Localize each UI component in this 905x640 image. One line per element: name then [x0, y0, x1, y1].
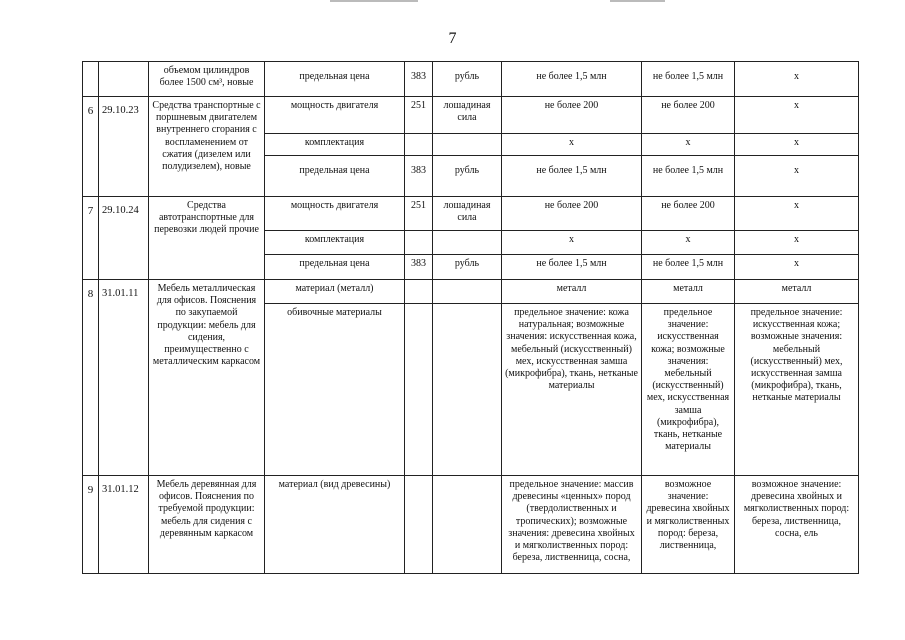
scan-mark-right: [610, 0, 665, 2]
product-name: Мебель деревянная для офисов. Пояснения по требуемой продукции: мебель для сидения с деревянным каркасом: [149, 476, 265, 574]
unit-code: [405, 231, 433, 255]
value-1: предельное значение: массив древесины «ценных» пород (твердолиственных и тропических); возможные значения: древесина хвойных и мягколиственных пород: береза, лиственница, сосна,: [502, 476, 642, 574]
unit-code: [405, 134, 433, 156]
unit-name: рубль: [433, 62, 502, 97]
row-number: [83, 62, 99, 97]
row-number: 7: [83, 197, 99, 280]
okpd-code: 29.10.24: [99, 197, 149, 280]
characteristic: материал (металл): [265, 280, 405, 304]
value-2: не более 1,5 млн: [642, 156, 735, 197]
table-row: [83, 476, 859, 574]
value-3: металл: [735, 280, 859, 304]
value-1: металл: [502, 280, 642, 304]
table-row: [83, 97, 859, 134]
okpd-code: 31.01.12: [99, 476, 149, 574]
table-row: [83, 197, 859, 231]
value-3: возможное значение: древесина хвойных и мягколиственных пород: береза, лиственница, сосна, ель: [735, 476, 859, 574]
unit-code: 383: [405, 156, 433, 197]
table-row: [83, 62, 859, 97]
value-2: металл: [642, 280, 735, 304]
characteristic: предельная цена: [265, 255, 405, 280]
value-2: предельное значение: искусственная кожа; возможные значения: мебельный (искусственный) мех, искусственная замша (микрофибра), ткань, нетканые материалы: [642, 304, 735, 476]
value-3: x: [735, 134, 859, 156]
value-1: не более 1,5 млн: [502, 255, 642, 280]
unit-name: [433, 134, 502, 156]
unit-name: рубль: [433, 156, 502, 197]
value-2: не более 200: [642, 97, 735, 134]
unit-code: 251: [405, 97, 433, 134]
characteristic: обивочные материалы: [265, 304, 405, 476]
okpd-code: 31.01.11: [99, 280, 149, 476]
value-1: не более 1,5 млн: [502, 62, 642, 97]
value-3: x: [735, 97, 859, 134]
characteristic: предельная цена: [265, 62, 405, 97]
unit-name: лошадиная сила: [433, 197, 502, 231]
unit-code: 383: [405, 62, 433, 97]
characteristic: мощность двигателя: [265, 197, 405, 231]
page-number: 7: [448, 30, 457, 47]
value-1: не более 200: [502, 97, 642, 134]
unit-name: лошадиная сила: [433, 97, 502, 134]
row-number: 8: [83, 280, 99, 476]
value-1: не более 200: [502, 197, 642, 231]
value-2: x: [642, 231, 735, 255]
unit-name: [433, 280, 502, 304]
unit-code: [405, 304, 433, 476]
unit-name: [433, 304, 502, 476]
characteristics-table: [82, 61, 859, 574]
value-3: x: [735, 197, 859, 231]
value-2: x: [642, 134, 735, 156]
unit-code: 383: [405, 255, 433, 280]
unit-name: рубль: [433, 255, 502, 280]
product-name: объемом цилиндров более 1500 см³, новые: [149, 62, 265, 97]
value-3: x: [735, 231, 859, 255]
product-name: Средства транспортные с поршневым двигателем внутреннего сгорания с воспламенением от сжатия (дизелем или полудизелем), новые: [149, 97, 265, 197]
okpd-code: [99, 62, 149, 97]
value-2: не более 200: [642, 197, 735, 231]
value-1: предельное значение: кожа натуральная; возможные значения: искусственная кожа, мебельный (искусственный) мех, искусственная замша (микрофибра), ткань, нетканые материалы: [502, 304, 642, 476]
value-3: предельное значение: искусственная кожа; возможные значения: мебельный (искусственный) мех, искусственная замша (микрофибра), ткань, нетканые материалы: [735, 304, 859, 476]
unit-code: [405, 476, 433, 574]
row-number: 6: [83, 97, 99, 197]
value-2: возможное значение: древесина хвойных и мягколиственных пород: береза, лиственница,: [642, 476, 735, 574]
characteristic: предельная цена: [265, 156, 405, 197]
value-2: не более 1,5 млн: [642, 62, 735, 97]
row-number: 9: [83, 476, 99, 574]
value-1: не более 1,5 млн: [502, 156, 642, 197]
characteristic: комплектация: [265, 231, 405, 255]
value-3: x: [735, 62, 859, 97]
unit-name: [433, 476, 502, 574]
table-row: [83, 280, 859, 304]
product-name: Мебель металлическая для офисов. Пояснения по закупаемой продукции: мебель для сидения, преимущественно с металлическим каркасом: [149, 280, 265, 476]
product-name: Средства автотранспортные для перевозки людей прочие: [149, 197, 265, 280]
unit-code: [405, 280, 433, 304]
unit-name: [433, 231, 502, 255]
okpd-code: 29.10.23: [99, 97, 149, 197]
scan-mark-left: [330, 0, 418, 2]
value-1: x: [502, 134, 642, 156]
characteristic: мощность двигателя: [265, 97, 405, 134]
characteristic: комплектация: [265, 134, 405, 156]
value-1: x: [502, 231, 642, 255]
value-3: x: [735, 156, 859, 197]
unit-code: 251: [405, 197, 433, 231]
value-3: x: [735, 255, 859, 280]
value-2: не более 1,5 млн: [642, 255, 735, 280]
characteristic: материал (вид древесины): [265, 476, 405, 574]
